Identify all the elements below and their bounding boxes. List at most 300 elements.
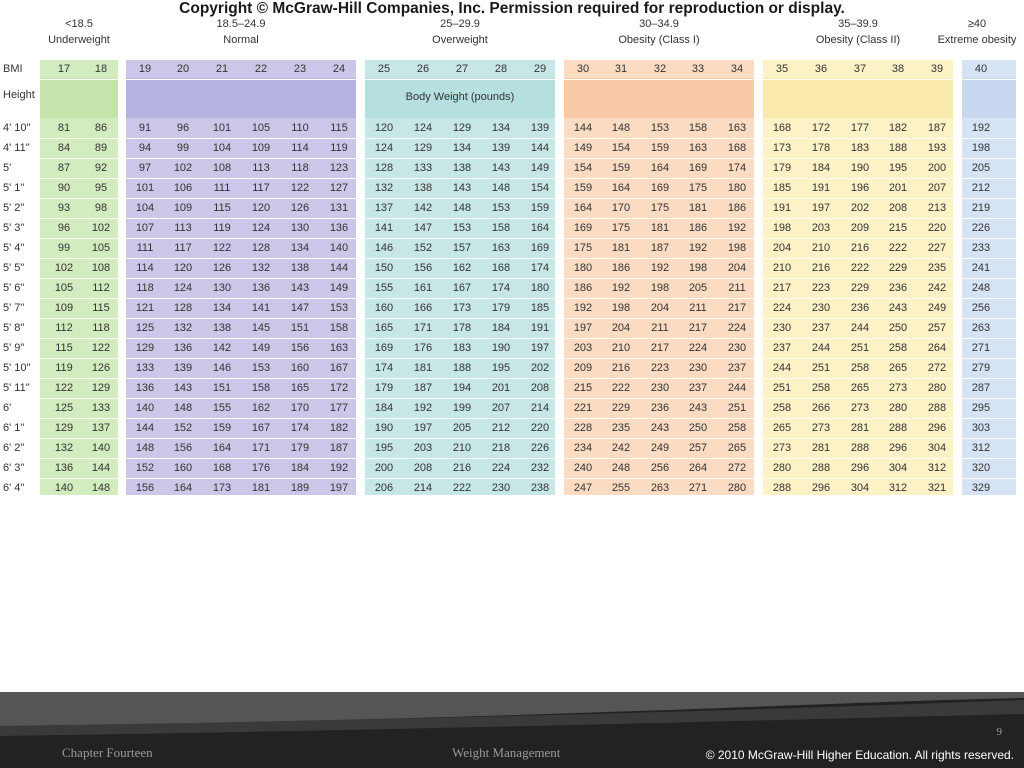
weight-cell: 230 [772, 322, 792, 334]
weight-cell: 211 [689, 302, 707, 314]
weight-cell: 113 [252, 162, 270, 174]
weight-cell: 280 [772, 462, 792, 474]
weight-cell: 108 [212, 162, 232, 174]
table-row [0, 139, 1024, 159]
weight-cell: 195 [374, 442, 394, 454]
weight-cell: 117 [252, 182, 270, 194]
bmi-value-cell: 38 [891, 63, 905, 75]
weight-cell: 173 [772, 142, 792, 154]
weight-cell: 90 [57, 182, 71, 194]
weight-cell: 147 [413, 222, 433, 234]
weight-cell: 271 [688, 482, 708, 494]
bmi-value-cell: 20 [176, 63, 190, 75]
weight-cell: 159 [573, 182, 593, 194]
bmi-value-cell: 40 [974, 63, 988, 75]
weight-cell: 109 [173, 202, 193, 214]
weight-cell: 186 [573, 282, 593, 294]
weight-cell: 244 [811, 342, 831, 354]
height-cell: 5' 2" [3, 202, 25, 214]
weight-cell: 192 [413, 402, 433, 414]
category-range: ≥40 [967, 18, 987, 30]
weight-cell: 320 [971, 462, 991, 474]
weight-cell: 200 [374, 462, 394, 474]
weight-cell: 258 [850, 362, 870, 374]
weight-cell: 143 [173, 382, 193, 394]
weight-cell: 202 [530, 362, 550, 374]
copyright-notice: Copyright © McGraw-Hill Companies, Inc. Permission required for reproduction or display. [179, 0, 845, 17]
weight-cell: 263 [971, 322, 991, 334]
bmi-value-cell: 28 [494, 63, 508, 75]
weight-cell: 175 [573, 242, 593, 254]
weight-cell: 102 [173, 162, 193, 174]
weight-cell: 288 [811, 462, 831, 474]
weight-cell: 206 [374, 482, 394, 494]
weight-cell: 204 [611, 322, 631, 334]
weight-cell: 168 [212, 462, 232, 474]
weight-cell: 102 [54, 262, 74, 274]
weight-cell: 263 [650, 482, 670, 494]
weight-cell: 95 [94, 182, 108, 194]
weight-cell: 217 [650, 342, 670, 354]
weight-cell: 281 [811, 442, 831, 454]
weight-cell: 226 [530, 442, 550, 454]
category-underweight [40, 16, 118, 48]
weight-cell: 168 [727, 142, 747, 154]
weight-cell: 104 [135, 202, 155, 214]
weight-cell: 141 [251, 302, 271, 314]
weight-cell: 115 [92, 302, 110, 314]
weight-cell: 303 [971, 422, 991, 434]
weight-cell: 129 [54, 422, 74, 434]
weight-cell: 248 [971, 282, 991, 294]
height-cell: 5' [3, 162, 12, 174]
weight-cell: 202 [850, 202, 870, 214]
weight-cell: 157 [452, 242, 472, 254]
weight-cell: 258 [811, 382, 831, 394]
weight-cell: 165 [290, 382, 310, 394]
weight-cell: 197 [530, 342, 550, 354]
weight-cell: 187 [927, 122, 947, 134]
bmi-value-cell: 19 [138, 63, 152, 75]
weight-cell: 203 [573, 342, 593, 354]
weight-cell: 214 [413, 482, 433, 494]
weight-cell: 212 [971, 182, 991, 194]
weight-cell: 186 [611, 262, 631, 274]
weight-cell: 149 [251, 342, 271, 354]
weight-cell: 167 [251, 422, 271, 434]
weight-cell: 237 [811, 322, 831, 334]
weight-cell: 296 [850, 462, 870, 474]
weight-cell: 115 [55, 342, 73, 354]
weight-cell: 111 [213, 182, 231, 194]
weight-cell: 312 [927, 462, 947, 474]
weight-cell: 167 [452, 282, 472, 294]
weight-cell: 112 [55, 322, 73, 334]
weight-cell: 205 [452, 422, 472, 434]
height-cell: 5' 1" [3, 182, 25, 194]
weight-cell: 154 [611, 142, 631, 154]
weight-cell: 222 [452, 482, 472, 494]
weight-cell: 126 [91, 362, 111, 374]
bmi-value-cell: 32 [653, 63, 667, 75]
weight-cell: 236 [850, 302, 870, 314]
weight-cell: 125 [54, 402, 74, 414]
weight-cell: 171 [251, 442, 271, 454]
weight-cell: 258 [888, 342, 908, 354]
weight-cell: 248 [611, 462, 631, 474]
weight-cell: 126 [290, 202, 310, 214]
weight-cell: 216 [811, 262, 831, 274]
bmi-value-cell: 24 [332, 63, 346, 75]
weight-cell: 132 [173, 322, 193, 334]
weight-cell: 198 [650, 282, 670, 294]
weight-cell: 232 [530, 462, 550, 474]
weight-cell: 134 [491, 122, 511, 134]
weight-cell: 164 [530, 222, 550, 234]
weight-cell: 172 [329, 382, 349, 394]
weight-cell: 113 [174, 222, 192, 234]
bmi-value-cell: 21 [215, 63, 229, 75]
weight-cell: 153 [329, 302, 349, 314]
weight-cell: 145 [251, 322, 271, 334]
footer-copyright: © 2010 McGraw-Hill Higher Education. All rights reserved. [705, 748, 1014, 762]
table-row [0, 279, 1024, 299]
weight-cell: 222 [850, 262, 870, 274]
weight-cell: 204 [772, 242, 792, 254]
height-row-band-underweight [40, 78, 118, 118]
weight-cell: 217 [688, 322, 708, 334]
height-row-band-normal [126, 78, 356, 118]
bmi-row [0, 60, 1024, 80]
weight-cell: 148 [452, 202, 472, 214]
weight-cell: 152 [173, 422, 193, 434]
weight-cell: 167 [329, 362, 349, 374]
weight-cell: 296 [811, 482, 831, 494]
weight-cell: 86 [94, 122, 108, 134]
weight-cell: 136 [173, 342, 193, 354]
weight-cell: 162 [251, 402, 271, 414]
weight-cell: 213 [927, 202, 947, 214]
weight-cell: 201 [491, 382, 511, 394]
bmi-value-cell: 35 [775, 63, 789, 75]
height-cell: 4' 10" [3, 122, 31, 134]
weight-cell: 247 [573, 482, 593, 494]
weight-cell: 131 [329, 202, 349, 214]
weight-cell: 146 [212, 362, 232, 374]
table-row [0, 379, 1024, 399]
height-row-band-obesity-1 [564, 78, 754, 118]
weight-cell: 197 [811, 202, 831, 214]
weight-cell: 122 [212, 242, 232, 254]
weight-cell: 132 [251, 262, 271, 274]
weight-cell: 180 [727, 182, 747, 194]
weight-cell: 154 [530, 182, 550, 194]
weight-cell: 128 [251, 242, 271, 254]
weight-cell: 184 [374, 402, 394, 414]
table-row [0, 419, 1024, 439]
weight-cell: 192 [573, 302, 593, 314]
category-label: Obesity (Class II) [815, 34, 901, 46]
weight-cell: 118 [92, 322, 110, 334]
weight-cell: 177 [850, 122, 870, 134]
weight-cell: 176 [251, 462, 271, 474]
weight-cell: 288 [772, 482, 792, 494]
weight-cell: 101 [212, 122, 232, 134]
weight-cell: 223 [650, 362, 670, 374]
weight-cell: 191 [530, 322, 550, 334]
weight-cell: 224 [491, 462, 511, 474]
weight-cell: 249 [927, 302, 947, 314]
category-label: Extreme obesity [937, 34, 1017, 46]
weight-cell: 227 [927, 242, 947, 254]
weight-cell: 124 [251, 222, 271, 234]
weight-cell: 271 [971, 342, 991, 354]
weight-cell: 279 [971, 362, 991, 374]
height-cell: 6' 4" [3, 482, 25, 494]
bmi-value-cell: 37 [853, 63, 867, 75]
weight-cell: 193 [927, 142, 947, 154]
weight-cell: 197 [329, 482, 349, 494]
weight-cell: 216 [850, 242, 870, 254]
weight-cell: 204 [727, 262, 747, 274]
weight-cell: 139 [173, 362, 193, 374]
weight-cell: 163 [491, 242, 511, 254]
weight-cell: 136 [54, 462, 74, 474]
category-normal [126, 16, 356, 48]
weight-cell: 120 [251, 202, 271, 214]
bmi-value-cell: 18 [94, 63, 108, 75]
weight-cell: 208 [530, 382, 550, 394]
weight-cell: 230 [491, 482, 511, 494]
weight-cell: 136 [251, 282, 271, 294]
weight-cell: 97 [138, 162, 152, 174]
table-row [0, 479, 1024, 499]
weight-cell: 179 [290, 442, 310, 454]
weight-cell: 204 [650, 302, 670, 314]
weight-cell: 140 [54, 482, 74, 494]
weight-cell: 156 [413, 262, 433, 274]
weight-cell: 153 [650, 122, 670, 134]
weight-cell: 169 [374, 342, 394, 354]
category-obesity-class-1 [564, 16, 754, 48]
weight-cell: 230 [688, 362, 708, 374]
weight-cell: 258 [727, 422, 747, 434]
bmi-value-cell: 25 [377, 63, 391, 75]
weight-cell: 296 [927, 422, 947, 434]
weight-cell: 224 [772, 302, 792, 314]
weight-cell: 163 [727, 122, 747, 134]
bmi-value-cell: 39 [930, 63, 944, 75]
weight-cell: 198 [688, 262, 708, 274]
weight-cell: 174 [374, 362, 394, 374]
weight-cell: 137 [91, 422, 111, 434]
weight-cell: 182 [888, 122, 908, 134]
weight-cell: 111 [136, 242, 154, 254]
bmi-value-cell: 26 [416, 63, 430, 75]
weight-cell: 190 [850, 162, 870, 174]
weight-cell: 124 [413, 122, 433, 134]
weight-cell: 205 [971, 162, 991, 174]
weight-cell: 295 [971, 402, 991, 414]
weight-cell: 228 [573, 422, 593, 434]
weight-cell: 273 [772, 442, 792, 454]
weight-cell: 91 [138, 122, 152, 134]
weight-cell: 288 [850, 442, 870, 454]
weight-cell: 194 [452, 382, 472, 394]
weight-cell: 130 [212, 282, 232, 294]
weight-cell: 249 [650, 442, 670, 454]
weight-cell: 237 [727, 362, 747, 374]
weight-cell: 281 [850, 422, 870, 434]
weight-cell: 216 [452, 462, 472, 474]
weight-cell: 236 [888, 282, 908, 294]
weight-cell: 195 [888, 162, 908, 174]
height-cell: 5' 11" [3, 382, 30, 394]
weight-cell: 128 [173, 302, 193, 314]
weight-cell: 138 [452, 162, 472, 174]
weight-cell: 181 [611, 242, 631, 254]
weight-cell: 183 [452, 342, 472, 354]
weight-cell: 251 [727, 402, 747, 414]
weight-cell: 222 [888, 242, 908, 254]
weight-cell: 155 [374, 282, 394, 294]
weight-cell: 147 [290, 302, 310, 314]
weight-cell: 140 [329, 242, 349, 254]
weight-cell: 273 [850, 402, 870, 414]
footer-chapter: Chapter Fourteen [62, 745, 153, 760]
weight-cell: 272 [927, 362, 947, 374]
weight-cell: 211 [651, 322, 669, 334]
weight-cell: 212 [491, 422, 511, 434]
weight-cell: 256 [650, 462, 670, 474]
weight-cell: 244 [850, 322, 870, 334]
weight-cell: 148 [611, 122, 631, 134]
weight-cell: 118 [136, 282, 154, 294]
weight-cell: 99 [57, 242, 71, 254]
weight-cell: 150 [374, 262, 394, 274]
height-cell: 5' 9" [3, 342, 25, 354]
slide-footer [0, 692, 1024, 768]
bmi-value-cell: 34 [730, 63, 744, 75]
weight-cell: 138 [212, 322, 232, 334]
weight-cell: 132 [374, 182, 394, 194]
weight-cell: 144 [573, 122, 593, 134]
weight-cell: 142 [413, 202, 433, 214]
weight-cell: 235 [611, 422, 631, 434]
weight-cell: 171 [413, 322, 433, 334]
weight-cell: 144 [135, 422, 155, 434]
weight-cell: 218 [491, 442, 511, 454]
weight-cell: 129 [452, 122, 472, 134]
weight-cell: 92 [94, 162, 108, 174]
height-label: Height [3, 89, 35, 101]
weight-cell: 192 [650, 262, 670, 274]
weight-cell: 223 [811, 282, 831, 294]
weight-cell: 164 [173, 482, 193, 494]
weight-cell: 184 [290, 462, 310, 474]
weight-cell: 210 [452, 442, 472, 454]
weight-cell: 197 [573, 322, 593, 334]
weight-cell: 158 [251, 382, 271, 394]
weight-cell: 251 [850, 342, 870, 354]
weight-cell: 321 [927, 482, 947, 494]
weight-cell: 195 [491, 362, 511, 374]
category-range: <18.5 [65, 18, 93, 30]
weight-cell: 280 [927, 382, 947, 394]
weight-cell: 105 [54, 282, 74, 294]
weight-cell: 201 [888, 182, 908, 194]
weight-cell: 179 [491, 302, 511, 314]
weight-cell: 242 [611, 442, 631, 454]
weight-cell: 153 [452, 222, 472, 234]
weight-cell: 122 [91, 342, 111, 354]
weight-cell: 104 [212, 142, 232, 154]
weight-cell: 160 [290, 362, 310, 374]
weight-cell: 148 [91, 482, 111, 494]
weight-cell: 192 [727, 222, 747, 234]
weight-cell: 158 [688, 122, 708, 134]
height-cell: 5' 3" [3, 222, 25, 234]
weight-cell: 136 [329, 222, 349, 234]
weight-cell: 198 [611, 302, 631, 314]
weight-cell: 189 [290, 482, 310, 494]
weight-cell: 243 [688, 402, 708, 414]
height-cell: 5' 8" [3, 322, 25, 334]
weight-cell: 134 [290, 242, 310, 254]
table-row [0, 159, 1024, 179]
weight-cell: 139 [491, 142, 511, 154]
weight-cell: 129 [413, 142, 433, 154]
weight-cell: 166 [413, 302, 433, 314]
weight-cell: 198 [772, 222, 792, 234]
footer-topic: Weight Management [452, 745, 561, 760]
weight-cell: 133 [91, 402, 111, 414]
weight-cell: 176 [413, 342, 433, 354]
weight-cell: 181 [688, 202, 708, 214]
weight-cell: 175 [611, 222, 631, 234]
weight-cell: 161 [413, 282, 433, 294]
weight-cell: 169 [650, 182, 670, 194]
weight-cell: 151 [290, 322, 310, 334]
weight-cell: 265 [727, 442, 747, 454]
table-row [0, 339, 1024, 359]
weight-cell: 120 [374, 122, 394, 134]
weight-cell: 149 [530, 162, 550, 174]
weight-cell: 174 [290, 422, 310, 434]
weight-cell: 230 [650, 382, 670, 394]
weight-cell: 230 [727, 342, 747, 354]
weight-cell: 257 [927, 322, 947, 334]
weight-cell: 209 [573, 362, 593, 374]
table-row [0, 259, 1024, 279]
weight-cell: 122 [290, 182, 310, 194]
weight-cell: 109 [251, 142, 271, 154]
weight-cell: 296 [888, 442, 908, 454]
bmi-label: BMI [3, 63, 23, 75]
weight-cell: 81 [57, 122, 71, 134]
height-cell: 6' 3" [3, 462, 25, 474]
weight-cell: 192 [688, 242, 708, 254]
weight-cell: 137 [374, 202, 394, 214]
weight-cell: 144 [329, 262, 349, 274]
weight-cell: 220 [927, 222, 947, 234]
weight-cell: 200 [927, 162, 947, 174]
weight-cell: 158 [329, 322, 349, 334]
weight-cell: 178 [452, 322, 472, 334]
weight-cell: 133 [413, 162, 433, 174]
table-row [0, 439, 1024, 459]
category-overweight [365, 16, 555, 48]
